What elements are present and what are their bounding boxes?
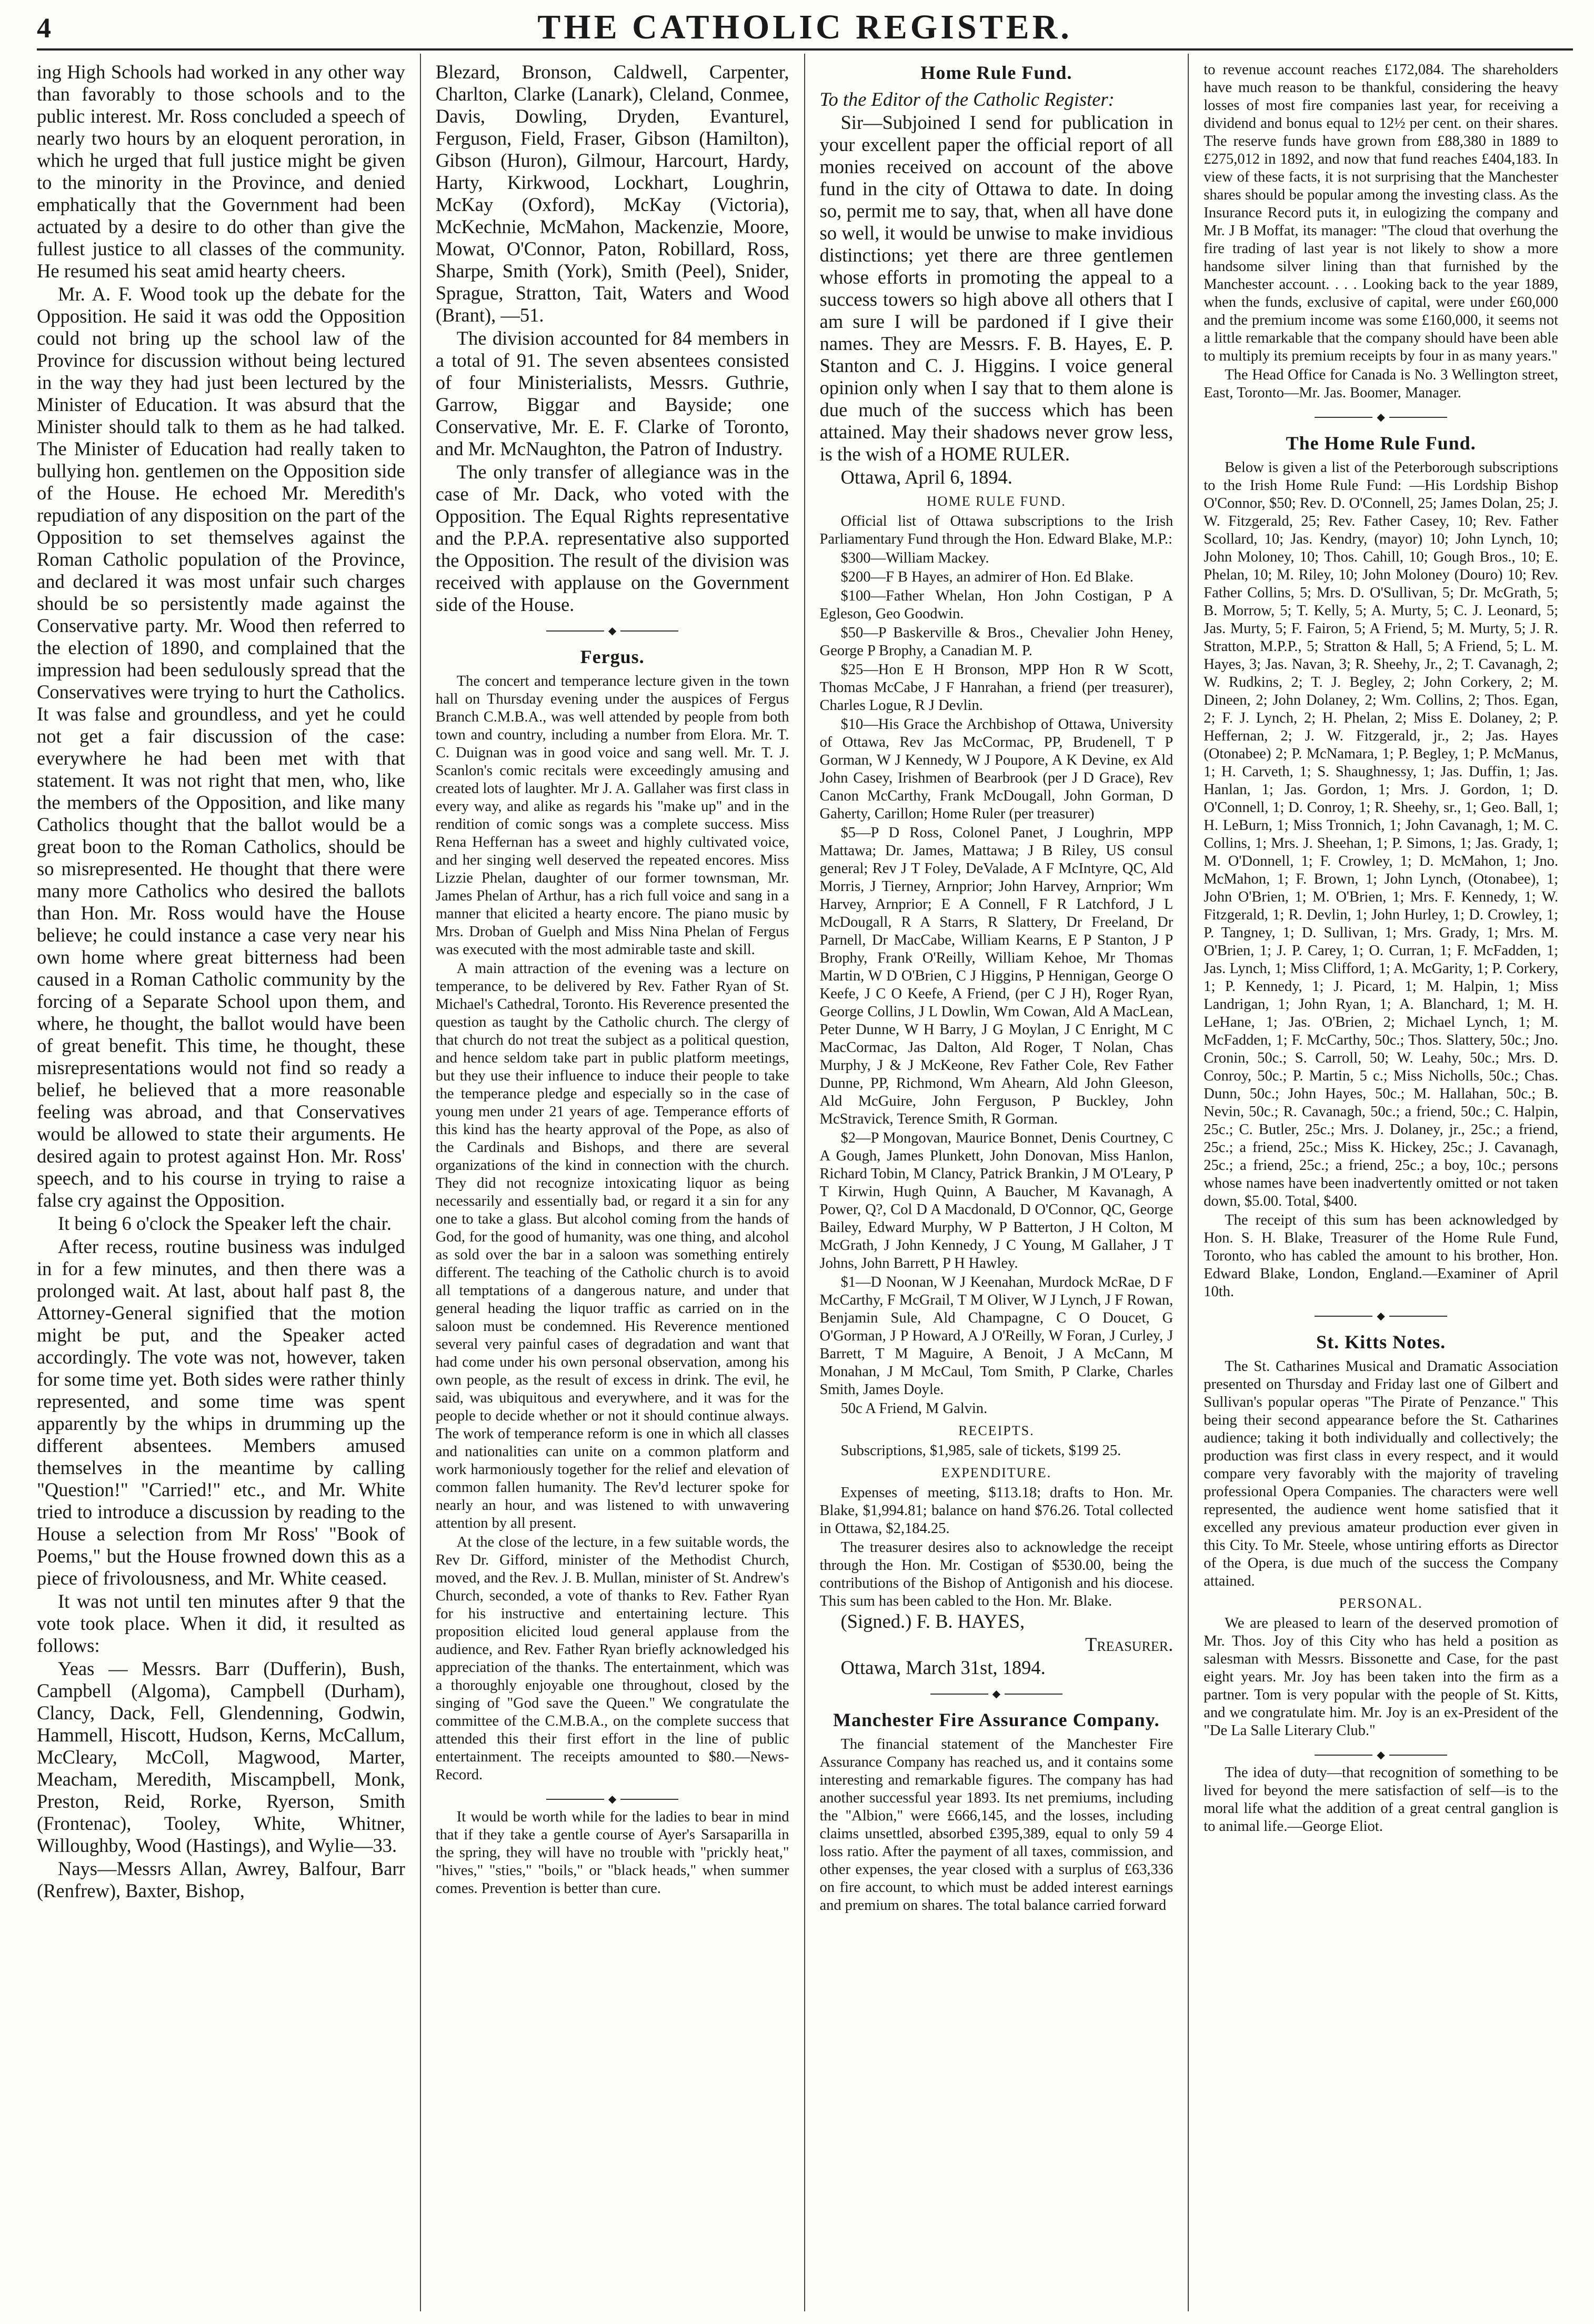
receipts-subheading: RECEIPTS. — [958, 1423, 1035, 1438]
expenditure-text: The treasurer desires also to acknowledge the receipt through the Hon. Mr. Costigan of $530.00, being the contributions of the Bishop of Antigonish and his diocese. This sum has been cabled to the Hon. Mr. Blake. — [819, 1539, 1174, 1609]
article-paragraph: The Head Office for Canada is No. 3 Wellington street, East, Toronto—Mr. Jas. Boomer, Manager. — [1204, 367, 1558, 401]
to-editor-line: To the Editor of the Catholic Register: — [819, 88, 1115, 110]
section-divider: ◆ — [1204, 409, 1558, 424]
peterborough-fund-article — [1204, 459, 1558, 1301]
article-paragraph: The concert and temperance lecture given in the town hall on Thursday evening under the auspices of Fergus Branch C.M.B.A., was well attended by people from both town and country, including a number from Elora. Mr. T. C. Duignan was in good voice and sang well. Mr. T. J. Scanlon's comic recitals were exceedingly amusing and created lots of laughter. Mr J. A. Gallaher was first class in every way, and alike as regards his "make up" and in the rendition of comic songs was a complete success. Miss Rena Heffernan has a sweet and highly cultivated voice, and her singing well deserved the repeated encores. Miss Lizzie Phelan, daughter of our former townsman, Mr. James Phelan of Arthur, has a rich full voice and sang in a manner that elicited a hearty encore. The piano music by Mrs. Droban of Guelph and Miss Nina Phelan of Fergus was executed with the most admirable taste and skill. — [435, 673, 789, 958]
column-4 — [1189, 54, 1573, 2311]
manchester-continued — [1204, 61, 1558, 402]
fund-entry: $25—Hon E H Bronson, MPP Hon R W Scott, Thomas McCabe, J F Hanrahan, a friend (per treasurer), Charles Logue, R J Devlin. — [819, 662, 1174, 714]
dateline: Ottawa, April 6, 1894. — [840, 466, 1012, 488]
section-divider: ◆ — [436, 623, 789, 638]
article-paragraph: We are pleased to learn of the deserved promotion of Mr. Thos. Joy of this City who has held a position as salesman with Messrs. Bissonette and Case, for the past eight years. Mr. Joy has been taken into the firm as a partner. Tom is very popular with the people of St. Kitts, and we congratulate him. Mr. Joy is an ex-President of the "De La Salle Literary Club." — [1204, 1615, 1558, 1739]
article-paragraph: A main attraction of the evening was a lecture on temperance, to be delivered by Rev. Father Ryan of St. Michael's Cathedral, Toronto. His Reverence presented the question as taught by the Catholic church. The clergy of that church do not treat the subject as a political question, and hence seldom take part in public platform meetings, but they use their influence to induce their people to take the temperance pledge and especially so in the case of young men under 21 years of age. Temperance efforts of this kind has the hearty approval of the Pope, as also of the Cardinals and Bishops, and there are several organizations of the kind in connection with the church. They did not recognize intoxicating liquor as being necessarily and essentially bad, or regard it a sin for any one to take a glass. But alcohol coming from the hands of God, for the good of humanity, was one thing, and alcohol as sold over the bar in a saloon was something entirely different. The teaching of the Catholic church is to avoid all temptations of a dangerous nature, and under that general heading the liquor traffic as carried on in the saloon must be condemned. His Reverence mentioned several very painful cases of degradation and want that had come under his own personal observation, among his own people, as the result of excess in drink. The evil, he said, was ubiquitous and everywhere, and it was for the people to decide whether or not it should continue always. The work of temperance reform is one in which all classes and nationalities can unite on a common platform and work harmoniously together for the relief and elevation of common fallen humanity. The Rev'd lecturer spoke for nearly an hour, and was listened to with unwavering attention by all present. — [435, 960, 789, 1532]
fund-entry: $300—William Mackey. — [840, 550, 989, 566]
fund-entry: $5—P D Ross, Colonel Panet, J Loughrin, MPP Mattawa; Dr. James, Mattawa; J B Riley, US consul general; Rev J T Foley, DeValade, A F McIntyre, QC, Ald Morris, J Tierney, Arnprior; John Harvey, Arnprior; Wm Harvey, Arnprior; E A Connell, F R Latchford, J L McDougall, R A Starrs, R Slattery, Dr Freeland, Dr Parnell, Dr MacCabe, William Kearns, E P Stanton, J P Brophy, Frank O'Reilly, William Kehoe, Mr Thomas Martin, W D O'Brien, C J Higgins, P Hennigan, George O Keefe, J C O Keefe, A Friend, (per C J H), Roger Ryan, George Collins, J L Dowlin, Wm Cowan, Ald A MacLean, Peter Dunne, W H Barry, J G Moylan, J C Enright, M C MacCormac, Jas Dalton, Ald Roger, T Nolan, Chas Murphy, J & J McKeone, Rev Father Cole, Rev Father Dunne, PP, Richmond, Wm Ahearn, Ald John Gleeson, Ald McGuire, John Ferguson, P Buckley, John McStravick, Terence Smith, R Gorman. — [819, 825, 1174, 1127]
personal-subheading: PERSONAL. — [1339, 1596, 1423, 1611]
fund-entry: Official list of Ottawa subscriptions to the Irish Parliamentary Fund through the Hon. Edward Blake, M.P.: — [819, 513, 1174, 547]
second-dateline: Ottawa, March 31st, 1894. — [840, 1657, 1046, 1678]
article-paragraph: Mr. A. F. Wood took up the debate for the Opposition. He said it was odd the Opposition could not bring up the school law of the Province for discussion without being lectured in the way they had just been lectured by the Minister of Education. It was absurd that the Minister should talk to them as he had talked. The Minister of Education had really taken to bullying hon. gentlemen on the Opposition side of the House. He echoed Mr. Meredith's repudiation of any disposition on the part of the Opposition to set themselves against the Roman Catholic population of the Province, and declared it was most unfair such charges should be so persistently made against the Conservative party. Mr. Wood then referred to the election of 1890, and complained that the impression had been sedulously spread that the Conservatives were trying to hurt the Catholics. It was false and groundless, and yet he could not get a fair discussion of the case: everywhere he had been met with that statement. It was not right that men, who, like the members of the Opposition, and like many Catholics thought that the ballot would be a great boon to the Roman Catholics, should be so misrepresented. He thought that there were many more Catholics who desired the ballots than Hon. Mr. Ross would have the House believe; he could instance a case very near his own home where great bitterness had been caused in a Roman Catholic community by the forcing of a Separate School upon them, and where, he thought, the ballot would have been of great benefit. This time, he thought, these misrepresentations would not find so ready a belief, he believed that a more reasonable feeling was abroad, and that Conservatives would be allowed to state their arguments. He desired again to protest against Hon. Mr. Ross' speech, and to his course in trying to raise a false cry against the Opposition. — [37, 283, 405, 1211]
fergus-heading: Fergus. — [580, 646, 645, 668]
fund-entry: 50c A Friend, M Galvin. — [840, 1400, 988, 1417]
article-paragraph: It was not until ten minutes after 9 that the vote took place. When it did, it resulted as follows: — [37, 1590, 405, 1656]
home-rule-fund-heading: Home Rule Fund. — [920, 62, 1072, 83]
peterborough-fund-heading: The Home Rule Fund. — [1286, 433, 1476, 454]
page-number: 4 — [37, 12, 51, 44]
article-paragraph: The division accounted for 84 members in a total of 91. The seven absentees consisted of four Ministerialists, Messrs. Guthrie, Garrow, Biggar and Bayside; one Conservative, Mr. E. F. Clarke of Toronto, and Mr. McNaughton, the Patron of Industry. — [435, 327, 789, 459]
manchester-article — [820, 1736, 1174, 1915]
fergus-article — [436, 673, 789, 1784]
fund-list — [820, 513, 1174, 1418]
article-paragraph: Nays—Messrs Allan, Awrey, Balfour, Barr (Renfrew), Baxter, Bishop, — [37, 1858, 405, 1901]
masthead — [37, 6, 1573, 51]
article-paragraph: to revenue account reaches £172,084. The shareholders have much reason to be thankful, considering the heavy losses of most fire companies last year, for receiving a dividend and bonus equal to 12½ per cent. on their shares. The reserve funds have grown from £88,380 in 1889 to £275,012 in 1892, and now that fund reaches £404,183. In view of these facts, it is not surprising that the Manchester shares should be popular among the investing class. As the Insurance Record puts it, in eulogizing the company and Mr. J B Moffat, its manager: "The cloud that overhung the fire trading of last year is not likely to show a more handsome silver lining than that furnished by the Manchester account. . . . Looking back to the year 1889, when the funds, exclusive of capital, were under £60,000 and the premium income was some £160,000, it seems not a little remarkable that the company should have been able to multiply its premium receipts by four in as many years." — [1204, 62, 1558, 364]
fund-entry: $2—P Mongovan, Maurice Bonnet, Denis Courtney, C A Gough, James Plunkett, John Donovan, Miss Hanlon, Richard Tobin, M Clancy, Patrick Brankin, J M O'Leary, P T Kirwin, Hugh Quinn, A Baucher, M Kavanagh, A Power, Q?, Col D A Macdonald, D O'Connor, QC, George Bailey, Edward Murphy, W P Batterton, J H Colton, M McGrath, J John Kennedy, J C Young, M Gallaher, J T Johns, John Barrett, P H Hawley. — [819, 1130, 1174, 1271]
receipts-text: Subscriptions, $1,985, sale of tickets, $199 25. — [840, 1443, 1121, 1459]
section-divider: ◆ — [820, 1686, 1174, 1701]
column-2 — [421, 54, 805, 2311]
article-paragraph: The only transfer of allegiance was in the case of Mr. Dack, who voted with the Opposition. The Equal Rights representative and the P.P.A. representative also supported the Opposition. The result of the division was received with applause on the Government side of the House. — [435, 461, 789, 615]
article-paragraph: It would be worth while for the ladies to bear in mind that if they take a gentle course of Ayer's Sarsaparilla in the spring, they will have no trouble with "prickly heat," "hives," "sties," "boils," or "black heads," when summer comes. Prevention is better than cure. — [435, 1809, 789, 1897]
article-paragraph: Yeas — Messrs. Barr (Dufferin), Bush, Campbell (Algoma), Campbell (Durham), Clancy, Dack, Fell, Glendenning, Godwin, Hammell, Hiscott, Hudson, Kerns, McCallum, McCleary, McColl, Magwood, Marter, Meacham, Meredith, Miscampbell, Monk, Preston, Reid, Rorke, Ryerson, Smith (Frontenac), Tooley, White, Whitner, Willoughby, Wood (Hastings), and Wylie—33. — [37, 1658, 405, 1856]
newspaper-title: THE CATHOLIC REGISTER. — [537, 8, 1072, 46]
column-3 — [805, 54, 1189, 2311]
st-kitts-heading: St. Kitts Notes. — [1316, 1331, 1446, 1353]
expenditure-text: Expenses of meeting, $113.18; drafts to Hon. Mr. Blake, $1,994.81; balance on hand $76.26. Total collected in Ottawa, $2,184.25. — [819, 1485, 1174, 1537]
article-paragraph: After recess, routine business was indulged in for a few minutes, and then there was a prolonged wait. At last, about half past 8, the Attorney-General signified that the motion might be put, and the Speaker acted accordingly. The vote was not, however, taken for some time yet. Both sides were rather thinly represented, and some time was spent apparently by the whips in drumming up the different absentees. Members amused themselves in the meantime by calling "Question!" "Carried!" etc., and Mr. White tried to introduce a discussion by reading to the House a selection from Mr Ross' "Book of Poems," but the House frowned down this as a piece of frivolousness, and Mr. White ceased. — [37, 1236, 405, 1589]
fund-entry: $10—His Grace the Archbishop of Ottawa, University of Ottawa, Rev Jas McCormac, PP, Brudenell, T P Gorman, W J Kennedy, W J Poupore, A K Devine, ex Ald John Casey, Irishmen of Bearbrook (per J D Grace), Rev Canon McCarthy, Frank McDougall, John Gorman, D Gaherty, Carillon; Home Ruler (per treasurer) — [819, 716, 1174, 822]
quote-paragraph: The idea of duty—that recognition of something to be lived for beyond the mere satisfaction of self—is to the moral life what the addition of a great central ganglion is to animal life.—George Eliot. — [1204, 1765, 1558, 1835]
signed-line: (Signed.) F. B. HAYES, — [840, 1610, 1025, 1632]
article-paragraph: Below is given a list of the Peterborough subscriptions to the Irish Home Rule Fund: —His Lordship Bishop O'Connor, $50; Rev. D. O'Connell, 25; James Dolan, 25; J. W. Fitzgerald, 25; Rev. Father Casey, 10; Rev. Father Scollard, 10; Jas. Kendry, (mayor) 10; John Lynch, 10; John Moloney, 10; Thos. Cahill, 10; Gough Bros., 10; E. Phelan, 10; M. Riley, 10; John Moloney (Douro) 10; Rev. Father Collins, 5; Mrs. D. O'Sullivan, 5; Dr. McGrath, 5; B. Morrow, 5; T. Kelly, 5; A. Murty, 5; C. J. Leonard, 5; Jas. Murty, 5; F. Fairon, 5; A Friend, 5; M. Murty, 5; J. R. Stratton, M.P.P., 5; Stratton & Hall, 5; A Friend, 5; L. M. Hayes, 3; Jas. Navan, 3; R. Sheehy, Jr., 2; T. Cavanagh, 2; W. Rudkins, 2; T. J. Begley, 2; John Corkery, 2; M. Dineen, 2; John Dolaney, 2; Wm. Collins, 2; Thos. Egan, 2; F. J. Lynch, 2; H. Phelan, 2; Miss E. Dolaney, 2; P. Heffernan, 2; J. W. Fitzgerald, jr., 2; Jas. Hayes (Otonabee) 2; P. McNamara, 1; P. Begley, 1; P. McManus, 1; H. Carveth, 1; S. Shaughnessy, 1; Jas. Duffin, 1; Jas. Hanlan, 1; Jas. Gordon, 1; Mrs. J. Gordon, 1; D. O'Connell, 1; D. Conroy, 1; R. Sheehy, sr., 1; Geo. Ball, 1; H. LeBurn, 1; Miss Tronnich, 1; John Cavanagh, 1; M. C. Collins, 1; Mrs. J. Sheehan, 1; P. Simons, 1; Jas. Grady, 1; M. O'Donnell, 1; F. Crowley, 1; D. McMahon, 1; Jno. McMahon, 1; F. Brown, 1; John Lynch, (Otonabee), 1; John O'Brien, 1; M. O'Brien, 1; Mrs. F. Kennedy, 1; W. Fitzgerald, 1; R. Devlin, 1; John Hurley, 1; D. Crowley, 1; P. Tangney, 1; D. Sullivan, 1; Mrs. Grady, 1; Mrs. M. O'Brien, 1; J. P. Carey, 1; O. Curran, 1; F. McFadden, 1; Jas. Lynch, 1; Miss Clifford, 1; A. McGarity, 1; P. Corkery, 1; P. Kennedy, 1; J. Picard, 1; M. Halpin, 1; Miss Landrigan, 1; John Ryan, 1; A. Blanchard, 1; M. H. LeHane, 1; Jas. O'Brien, 2; Michael Lynch, 1; M. McFadden, 1; F. McCarthy, 50c.; Thos. Slattery, 50c.; Jno. Cronin, 50c.; S. Carroll, 50; W. Leahy, 50c.; Mrs. D. Conroy, 50c.; P. Martin, 5 c.; Miss Nicholls, 50c.; Chas. Dunn, 50c.; John Hayes, 50c.; M. Hallahan, 50c.; B. Nevin, 50c.; R. Cavanagh, 50c.; a friend, 50c.; C. Halpin, 25c.; C. Butler, 25c.; Mrs. J. Dolaney, jr., 25c.; a friend, 25c.; a friend, 25c.; Miss K. Hickey, 25c.; J. Cavanagh, 25c.; a friend, 25c.; a friend, 25c.; a boy, 10c.; persons whose names have been inadvertently omitted or not taken down, $5.00. Total, $400. — [1204, 459, 1558, 1210]
fund-entry: $1—D Noonan, W J Keenahan, Murdock McRae, D F McCarthy, F McGrail, T M Oliver, W J Lynch, J F Rowan, Benjamin Sule, Ald Champagne, C O Doucet, G O'Gorman, J P Howard, A J O'Reilly, W Foran, J Curley, J Barrett, T M Maguire, A Benoit, J A McCann, M Monahan, J M McCaul, Tom Smith, P Clarke, Charles Smith, James Doyle. — [819, 1274, 1174, 1398]
receipts-block — [820, 1442, 1174, 1460]
manchester-heading: Manchester Fire Assurance Company. — [833, 1709, 1160, 1731]
expenditure-subheading: EXPENDITURE. — [941, 1465, 1052, 1480]
article-paragraph: The receipt of this sum has been acknowledged by Hon. S. H. Blake, Treasurer of the Home Rule Fund, Toronto, who has cabled the amount to his brother, Hon. Edward Blake, London, England.—Examiner of April 10th. — [1204, 1212, 1558, 1300]
fund-entry: $100—Father Whelan, Hon John Costigan, P A Egleson, Geo Goodwin. — [819, 588, 1174, 622]
expenditure-block — [820, 1484, 1174, 1610]
eliot-quote — [1204, 1764, 1558, 1836]
article-paragraph: The St. Catharines Musical and Dramatic Association presented on Thursday and Friday last one of Gilbert and Sullivan's popular operas "The Pirate of Penzance." This being their second appearance before the St. Catharines audience; taking it both individually and collectively; the production was first class in every respect, and it would compare very favorably with the majority of traveling professional Opera Companies. The characters were well represented, the audience went home satisfied that it excelled any previous amateur production ever given in this City. To Mr. Steele, whose untiring efforts as Director of the Opera, is due much of the success the Company attained. — [1204, 1358, 1558, 1590]
article-paragraph: At the close of the lecture, in a few suitable words, the Rev Dr. Gifford, minister of the Methodist Church, moved, and the Rev. J. B. Mullan, minister of St. Andrew's Church, seconded, a vote of thanks to Rev. Father Ryan for his instructive and entertaining lecture. This proposition elicited loud general applause from the audience, and Rev. Father Ryan briefly acknowledged his appreciation of the thanks. The entertainment, which was a thoroughly enjoyable one throughout, closed by the singing of "God save the Queen." We congratulate the committee of the C.M.B.A., on the complete success that attended this their first effort in the line of public entertainment. The receipts amounted to $80.—News-Record. — [435, 1534, 789, 1784]
article-paragraph: Blezard, Bronson, Caldwell, Carpenter, Charlton, Clarke (Lanark), Cleland, Conmee, Davis, Dowling, Dryden, Evanturel, Ferguson, Field, Fraser, Gibson (Hamilton), Gibson (Huron), Gilmour, Harcourt, Hardy, Harty, Kirkwood, Lockhart, Loughrin, McKay (Oxford), McKay (Victoria), McKechnie, McMahon, Mackenzie, Moore, Mowat, O'Connor, Paton, Robillard, Ross, Sharpe, Smith (York), Smith (Peel), Snider, Sprague, Stratton, Tait, Waters and Wood (Brant), —51. — [435, 61, 789, 326]
personal-article — [1204, 1615, 1558, 1740]
letter-paragraph: Sir—Subjoined I send for publication in your excellent paper the official report of all monies received on account of the above fund in the city of Ottawa to date. In doing so, permit me to say, that, when all have done so well, it would be unwise to make invidious distinctions; yet there are three gentlemen whose efforts in promoting the appeal to a success towers so high above all others that I am sure I will be pardoned if I give their names. They are Messrs. F. B. Hayes, E. P. Stanton and C. J. Higgins. I voice general opinion only when I say that to them alone is due much of the success which has been attained. May their shadows never grow less, is the wish of a HOME RULER. — [819, 112, 1174, 465]
section-divider: ◆ — [1204, 1308, 1558, 1323]
fund-entry: $50—P Baskerville & Bros., Chevalier John Heney, George P Brophy, a Canadian M. P. — [819, 625, 1174, 659]
fund-subheading: HOME RULE FUND. — [927, 494, 1066, 509]
article-paragraph: ing High Schools had worked in any other way than favorably to those schools and to the public interest. Mr. Ross concluded a speech of nearly two hours by an eloquent peroration, in which he urged that full justice might be given to the minority in the Province, and denied emphatically that the Government had been actuated by a desire to do other than give the fullest justice to all classes of the community. He resumed his seat amid hearty cheers. — [37, 61, 405, 282]
signed-role: Treasurer. — [1085, 1634, 1174, 1655]
ayers-notice — [436, 1808, 789, 1898]
article-paragraph: The financial statement of the Manchester Fire Assurance Company has reached us, and it contains some interesting and remarkable figures. The company has had another successful year 1893. Its net premiums, including the "Albion," were £666,145, and the losses, including claims unsettled, absorbed £395,389, equal to only 59 4 loss ratio. After the payment of all taxes, commission, and other expenses, the year closed with a surplus of £63,336 on fire account, to which must be added interest earnings and premium on shares. The total balance carried forward — [819, 1736, 1174, 1914]
columns — [37, 54, 1573, 2311]
section-divider: ◆ — [436, 1791, 789, 1806]
section-divider: ◆ — [1204, 1747, 1558, 1762]
column-1 — [37, 54, 421, 2311]
fund-entry: $200—F B Hayes, an admirer of Hon. Ed Blake. — [840, 569, 1134, 585]
st-kitts-article — [1204, 1358, 1558, 1590]
article-paragraph: It being 6 o'clock the Speaker left the chair. — [58, 1213, 392, 1234]
